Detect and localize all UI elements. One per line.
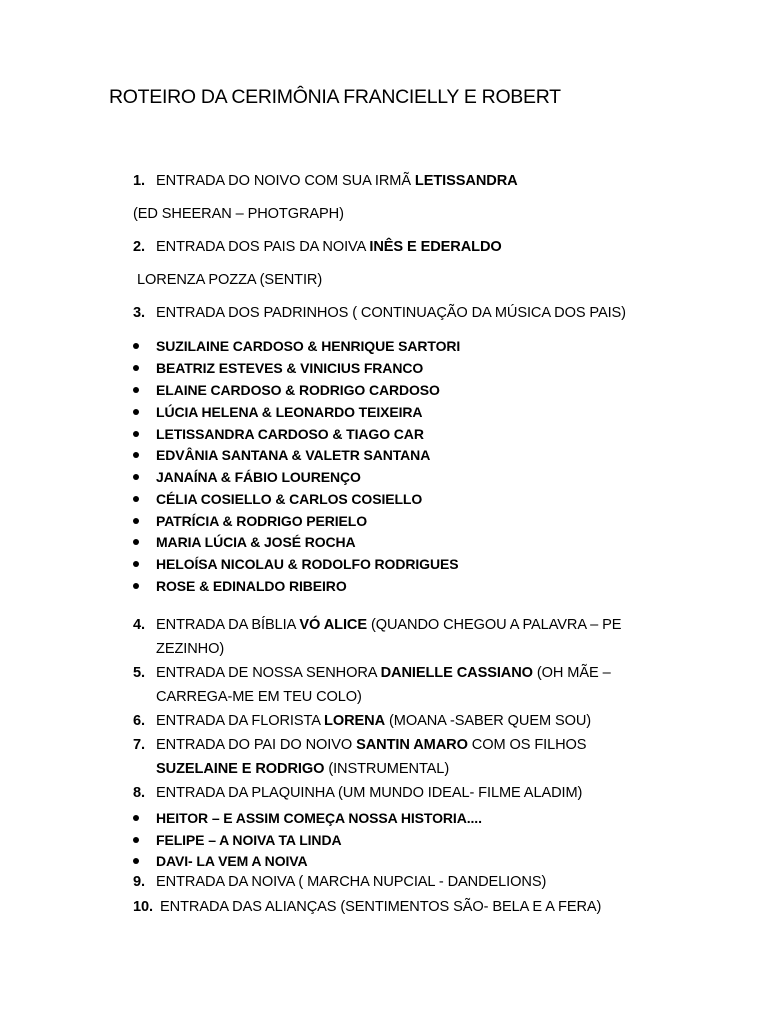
list-item-4 bbox=[133, 617, 622, 633]
item-rest: COM OS FILHOS bbox=[467, 737, 587, 753]
item-number: 4. bbox=[133, 617, 145, 633]
list-item-8 bbox=[133, 785, 583, 801]
item-number: 3. bbox=[133, 305, 145, 321]
bullet-icon bbox=[133, 518, 139, 524]
bullet-icon bbox=[133, 365, 139, 371]
bullet-icon bbox=[133, 431, 139, 437]
item-name: INÊS E EDERALDO bbox=[369, 239, 502, 255]
bullet-icon bbox=[133, 496, 139, 502]
document-title: ROTEIRO DA CERIMÔNIA FRANCIELLY E ROBERT bbox=[109, 86, 561, 108]
item-number: 10. bbox=[133, 899, 153, 915]
item-number: 7. bbox=[133, 737, 145, 753]
bullet-icon bbox=[133, 452, 139, 458]
item-text: ENTRADA DA BÍBLIA bbox=[156, 617, 300, 633]
item-number: 9. bbox=[133, 874, 145, 890]
item-number: 2. bbox=[133, 239, 145, 255]
item-name: SUZELAINE E RODRIGO bbox=[156, 761, 325, 777]
item-song: (QUANDO CHEGOU A PALAVRA – PE bbox=[366, 617, 622, 633]
list-item-7 bbox=[133, 737, 587, 753]
bullet-icon bbox=[133, 409, 139, 415]
bullet-icon bbox=[133, 387, 139, 393]
list-item-9 bbox=[133, 874, 547, 890]
document-page: ROTEIRO DA CERIMÔNIA FRANCIELLY E ROBERT 1. ENTRADA DO NOIVO COM SUA IRMÃ LETISSANDRA (ED SHEERAN – PHOTGRAPH) 2. ENTRADA DOS PAIS DA NOIVA INÊS E EDERALDO LORENZA POZZA (SENTIR) 3. ENTRADA DOS PADRINHOS ( CONTINUAÇÃO DA MÚSICA DOS PAIS) SUZILAINE CARDOSO & HENRIQUE SARTORI BEATRIZ ESTEVES & VINICIUS FRANCO ELAINE CARDOSO & RODRIGO CARDOSO LÚCIA HELENA & LEONARDO TEIXEIRA LETISSANDRA CARDOSO & TIAGO CAR EDVÂNIA SANTANA & VALETR SANTANA JANAÍNA & FÁBIO LOURENÇO CÉLIA COSIELLO & CARLOS COSIELLO PATRÍCIA & RODRIGO PERIELO MARIA LÚCIA & JOSÉ ROCHA HELOÍSA NICOLAU & RODOLFO RODRIGUES ROSE & EDINALDO RIBEIRO 4. ENTRADA DA BÍBLIA VÓ ALICE (QUANDO CHEGOU A PALAVRA – PE ZEZINHO) 5. ENTRADA DE NOSSA SENHORA DANIELLE CASSIANO (OH MÃE – CARREGA-ME EM TEU COLO) 6. ENTRADA DA FLORISTA LORENA (MOANA -SABER QUEM SOU) 7. ENTRADA DO PAI DO NOIVO SANTIN AMARO COM OS FILHOS SUZELAINE E RODRIGO (INSTRUMENTAL) 8. ENTRADA DA PLAQUINHA (UM MUNDO IDEAL- FILME ALADIM) HEITOR – E ASSIM COMEÇA NOSSA HISTORIA.... FELIPE – A NOIVA TA LINDA DAVI- LA VEM A NOIVA 9. ENTRADA DA NOIVA ( MARCHA NUPCIAL - DANDELIONS) 10. ENTRADA DAS ALIANÇAS (SENTIMENTOS SÃO- BELA E A FERA) bbox=[109, 86, 626, 915]
list-item-2 bbox=[133, 239, 502, 255]
item-name: LETISSANDRA bbox=[414, 173, 518, 189]
item-number: 8. bbox=[133, 785, 145, 801]
bullet-icon bbox=[133, 815, 139, 821]
item-number: 1. bbox=[133, 173, 145, 189]
bullet-icon bbox=[133, 343, 139, 349]
item-number: 6. bbox=[133, 713, 145, 729]
item-4-continuation: ZEZINHO) bbox=[156, 641, 225, 657]
item-text: ENTRADA DA PLAQUINHA (UM MUNDO IDEAL- FILME ALADIM) bbox=[156, 785, 583, 801]
bullet-icon bbox=[133, 539, 139, 545]
item-text: ENTRADA DE NOSSA SENHORA bbox=[156, 665, 381, 681]
list-item-1 bbox=[133, 173, 518, 189]
item-number: 5. bbox=[133, 665, 145, 681]
item-name: SANTIN AMARO bbox=[356, 737, 468, 753]
item-text: ENTRADA DAS ALIANÇAS (SENTIMENTOS SÃO- BELA E A FERA) bbox=[160, 899, 602, 915]
list-item-3 bbox=[133, 305, 626, 321]
item-text: ENTRADA DOS PAIS DA NOIVA bbox=[156, 239, 370, 255]
item-text: ENTRADA DA NOIVA ( MARCHA NUPCIAL - DANDELIONS) bbox=[156, 874, 547, 890]
bullet-icon bbox=[133, 474, 139, 480]
item-song: (INSTRUMENTAL) bbox=[324, 761, 450, 777]
list-item-5 bbox=[133, 665, 611, 681]
item-song: (MOANA -SABER QUEM SOU) bbox=[385, 713, 592, 729]
item-7-continuation bbox=[156, 761, 449, 777]
bullet-icon bbox=[133, 583, 139, 589]
item-text: ENTRADA DO PAI DO NOIVO bbox=[156, 737, 357, 753]
item-1-song: (ED SHEERAN – PHOTGRAPH) bbox=[133, 206, 344, 222]
bullet-icon bbox=[133, 837, 139, 843]
item-5-continuation: CARREGA-ME EM TEU COLO) bbox=[156, 689, 362, 705]
item-text: ENTRADA DA FLORISTA bbox=[156, 713, 325, 729]
item-text: ENTRADA DOS PADRINHOS ( CONTINUAÇÃO DA MÚSICA DOS PAIS) bbox=[156, 305, 626, 321]
list-item-10 bbox=[133, 899, 602, 915]
item-name: DANIELLE CASSIANO bbox=[380, 665, 533, 681]
list-item-6 bbox=[133, 713, 592, 729]
item-2-song: LORENZA POZZA (SENTIR) bbox=[137, 272, 323, 288]
item-name: VÓ ALICE bbox=[299, 617, 367, 633]
item-text: ENTRADA DO NOIVO COM SUA IRMÃ bbox=[156, 173, 415, 189]
item-name: LORENA bbox=[324, 713, 386, 729]
item-song: (OH MÃE – bbox=[532, 665, 611, 681]
bullet-icon bbox=[133, 858, 139, 864]
bullet-icon bbox=[133, 561, 139, 567]
